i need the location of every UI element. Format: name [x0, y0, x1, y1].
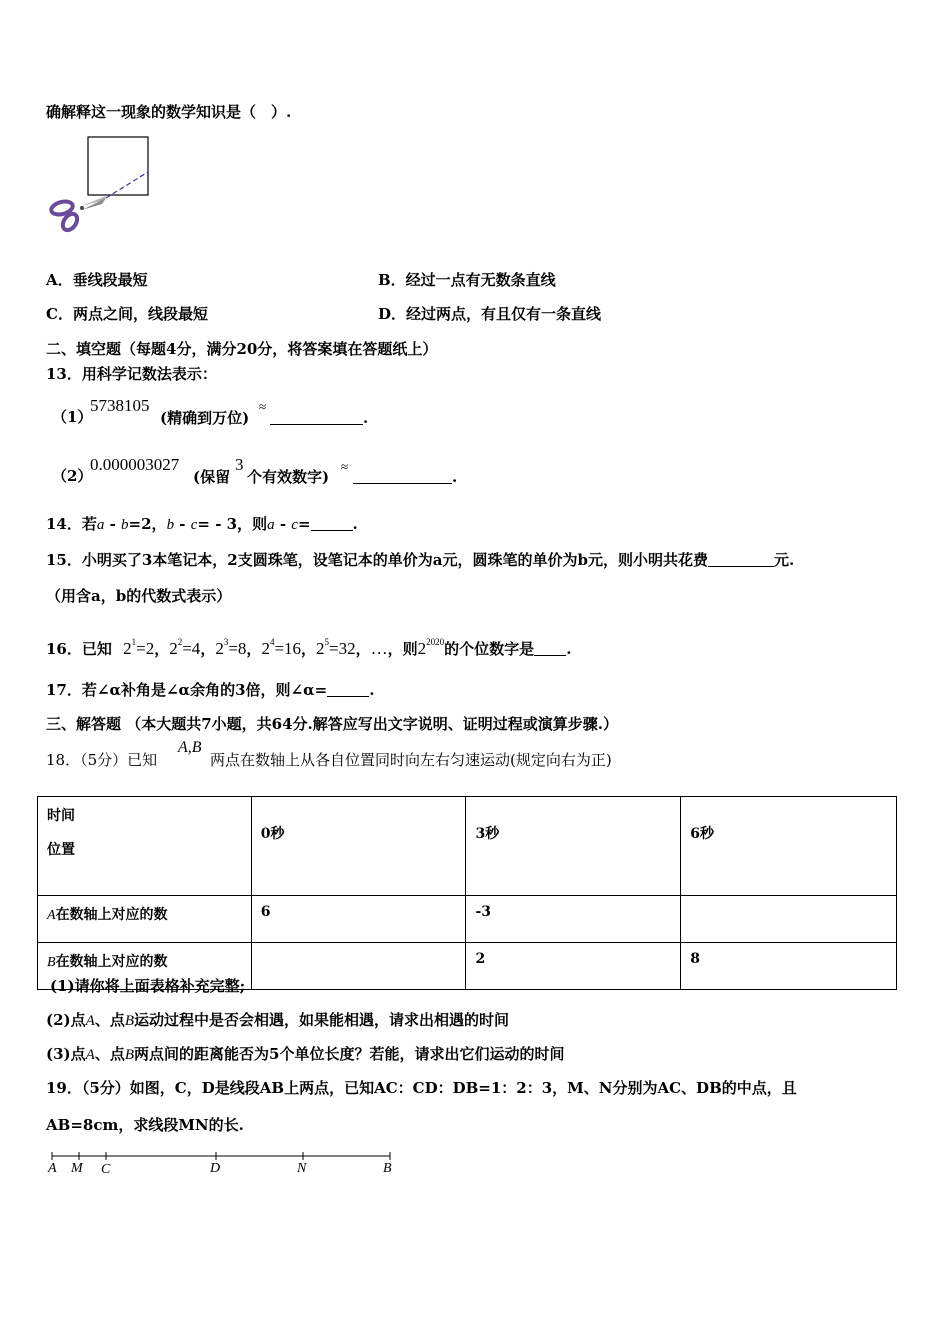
q16-power-5: $2^5=32$ [316, 637, 356, 658]
header-time: 时间 [47, 808, 75, 824]
q13-part1-value: 5738105 [90, 396, 150, 415]
section-3-heading: 三、解答题 （本大题共7小题，共64分.解答应写出文字说明、证明过程或演算步骤.） [46, 715, 618, 733]
q16-then: ，则 [387, 640, 418, 658]
q18-prefix: 18．（5分）已知 [46, 751, 158, 769]
q15-unit: 元. [773, 551, 795, 569]
q14-var-c2: c [291, 517, 298, 533]
q13-part2-approx: ≈ [341, 459, 349, 474]
q13-part1-label: （1） [52, 408, 93, 426]
q18-part1: (1)请你将上面表格补充完整; [50, 977, 246, 995]
q13-part2-note2: 个有效数字) [247, 468, 330, 486]
q14-eq2: = - 3，则 [197, 515, 268, 533]
row-a-0s: 6 [251, 896, 466, 943]
q15-line2: （用含a，b的代数式表示） [46, 587, 232, 605]
q16-suffix: 的个位数字是 [444, 640, 535, 658]
q18-part2: (2)点A、点B运动过程中是否会相遇，如果能相遇，请求出相遇的时间 [46, 1011, 510, 1029]
q17-text: 17．若∠α补角是∠α余角的3倍，则∠α= . [46, 681, 375, 699]
option-b: B．经过一点有无数条直线 [378, 271, 556, 289]
q17-answer-blank[interactable] [327, 682, 369, 697]
q18-part3: (3)点A、点B两点间的距离能否为5个单位长度？若能，请求出它们运动的时间 [46, 1045, 565, 1063]
row-b-3s: 2 [466, 943, 681, 990]
header-3s: 3秒 [466, 797, 681, 896]
q16-power-3: $2^3=8$ [215, 637, 247, 658]
q18-table [37, 796, 897, 990]
point-label-b: B [383, 1161, 392, 1176]
q16-power-4: $2^4=16$ [261, 637, 302, 658]
header-6s: 6秒 [681, 797, 897, 896]
point-label-d: D [210, 1161, 221, 1176]
q16-prefix: 16．已知 [46, 640, 112, 658]
q17-question: 17．若∠α补角是∠α余角的3倍，则∠α= [46, 681, 328, 699]
q15-line1 [46, 550, 794, 570]
q13-part2-note1: (保留 [193, 468, 231, 486]
q14-end: . [352, 515, 358, 533]
point-label-m: M [71, 1161, 83, 1176]
scissors-blade-2 [82, 198, 106, 210]
row-b-6s: 8 [681, 943, 897, 990]
point-label-n: N [297, 1161, 307, 1176]
q14-eq3: = [297, 515, 311, 533]
option-d: D．经过两点，有且仅有一条直线 [378, 305, 602, 323]
q14-var-b: b [121, 517, 129, 533]
scissors-cutting-figure [44, 134, 156, 238]
header-0s: 0秒 [251, 797, 466, 896]
q14-answer-blank[interactable] [311, 516, 353, 531]
q16-power-2: $2^2=4$ [169, 637, 201, 658]
q15-answer-blank[interactable] [708, 552, 774, 567]
row-a-3s: -3 [466, 896, 681, 943]
row-a-label: A在数轴上对应的数 [38, 896, 252, 943]
q15-text: 15．小明买了3本笔记本，2支圆珠笔，设笔记本的单价为a元，圆珠笔的单价为b元，则小明共花费 [46, 551, 708, 569]
q19-line1: 19．（5分）如图，C，D是线段AB上两点，已知AC：CD：DB=1：2：3，M、N分别为AC、DB的中点，且 [46, 1079, 797, 1097]
q13-part2-value: 0.000003027 [90, 455, 180, 474]
q14-var-b2: b [166, 517, 175, 533]
point-label-c: C [101, 1162, 111, 1177]
section-2-heading: 二、填空题（每题4分，满分20分，将答案填在答题纸上） [46, 340, 438, 358]
q14-text [46, 514, 358, 535]
q18-suffix: 两点在数轴上从各自位置同时向左右匀速运动(规定向右为正) [210, 751, 612, 769]
q14-minus3: - [274, 515, 292, 533]
table-header-row [38, 797, 897, 896]
q16-power-1: $2^1=2$ [123, 637, 155, 658]
point-label-a: A [48, 1161, 57, 1176]
q14-minus2: - [174, 515, 191, 533]
table-header-corner [38, 797, 252, 896]
q14-var-a2: a [267, 517, 275, 533]
row-a-6s[interactable] [681, 896, 897, 943]
q18-ab: A,B [178, 739, 202, 756]
row-b-label: B在数轴上对应的数 [38, 943, 252, 990]
table-row-a [38, 896, 897, 943]
q19-line2: AB=8cm，求线段MN的长. [46, 1116, 244, 1134]
q16-ellipsis: … [370, 639, 388, 658]
q14-minus: - [104, 515, 122, 533]
q14-var-c: c [190, 517, 198, 533]
q14-prefix: 14．若 [46, 515, 97, 533]
q16-answer-blank[interactable] [534, 641, 566, 656]
q16-power-2020: $2^{2020}$ [417, 637, 445, 658]
q13-part2-answer-blank[interactable]: . [353, 467, 457, 487]
paper-square [88, 137, 148, 195]
q13-part2-label: （2） [52, 467, 93, 485]
q14-eq1: =2， [128, 515, 167, 533]
cut-line [106, 172, 148, 198]
q13-part1-note: (精确到万位) [160, 409, 250, 427]
q19-segment-figure [44, 1148, 404, 1178]
q14-var-a: a [96, 517, 105, 533]
q13-part1-approx: ≈ [259, 399, 267, 414]
q13-part2-three: 3 [235, 455, 244, 474]
q13-title: 13．用科学记数法表示： [46, 365, 217, 383]
q16-text: 16．已知 $2^1=2$，$2^2=4$，$2^3=8$，$2^4=16$，$2^5=32$，…，则$2^{2020}$的个位数字是 . [46, 637, 572, 658]
intro-text: 确解释这一现象的数学知识是（ ）. [46, 103, 292, 121]
row-b-0s[interactable] [251, 943, 466, 990]
header-position: 位置 [47, 842, 75, 858]
option-c: C．两点之间，线段最短 [46, 305, 208, 323]
q13-part1-answer-blank[interactable]: . [270, 408, 368, 428]
scissors-pivot [80, 206, 84, 210]
option-a: A．垂线段最短 [46, 271, 148, 289]
